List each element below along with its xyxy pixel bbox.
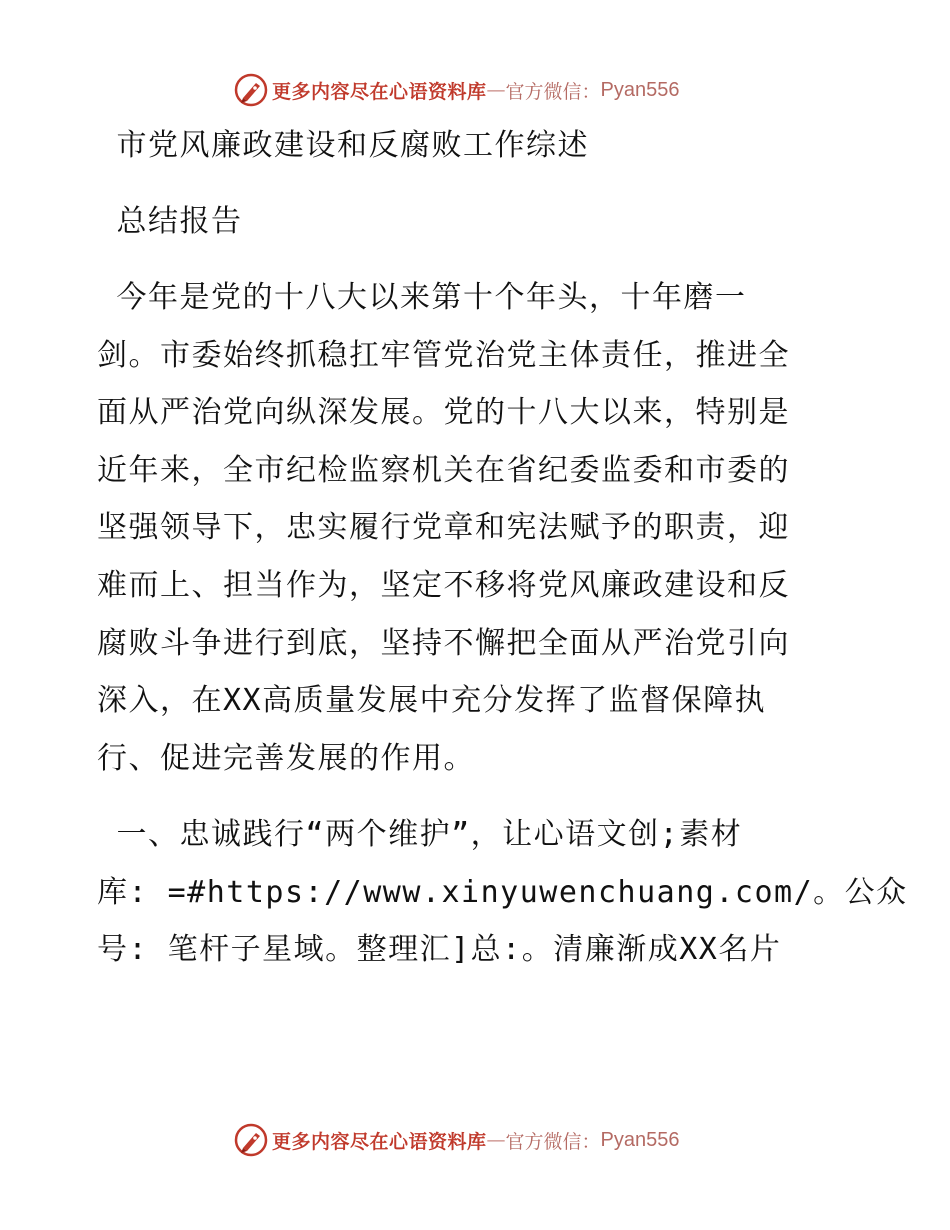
pen-nib-logo-icon — [234, 73, 268, 107]
watermark-wechat-id: Pyan556 — [600, 1128, 680, 1151]
watermark-wechat-id: Pyan556 — [600, 78, 680, 101]
paragraph-line: 剑。市委始终抓稳扛牢管党治党主体责任，推进全 — [97, 338, 790, 373]
watermark-main-text: 更多内容尽在心语资料库 — [272, 1130, 487, 1153]
header-watermark — [234, 72, 680, 108]
paragraph-line: 近年来，全市纪检监察机关在省纪委监委和市委的 — [97, 453, 790, 488]
paragraph-line: 面从严治党向纵深发展。党的十八大以来，特别是 — [97, 395, 790, 430]
pen-nib-logo-icon — [234, 1123, 268, 1157]
paragraph-line: 腐败斗争进行到底，坚持不懈把全面从严治党引向 — [97, 626, 790, 661]
watermark-main-text: 更多内容尽在心语资料库 — [272, 80, 487, 103]
paragraph-line: 库: =#https://www.xinyuwenchuang.com/。公众 — [97, 875, 908, 910]
section-heading-line: 一、忠诚践行“两个维护”，让心语文创;素材 — [97, 817, 743, 852]
paragraph-line: 深入，在XX高质量发展中充分发挥了监督保障执 — [97, 683, 767, 718]
watermark-wechat-label: 官方微信： — [505, 80, 601, 103]
document-title: 市党风廉政建设和反腐败工作综述 — [97, 128, 590, 163]
watermark-separator: — — [486, 1129, 506, 1151]
paragraph-line: 号: 笔杆子星域。整理汇]总:。清廉渐成XX名片 — [97, 932, 782, 967]
paragraph-line: 坚强领导下，忠实履行党章和宪法赋予的职责，迎 — [97, 510, 790, 545]
document-subtitle: 总结报告 — [97, 204, 243, 239]
footer-watermark — [234, 1122, 680, 1158]
paragraph-line: 今年是党的十八大以来第十个年头，十年磨一 — [97, 280, 747, 315]
paragraph-line: 难而上、担当作为，坚定不移将党风廉政建设和反 — [97, 568, 790, 603]
watermark-separator: — — [486, 79, 506, 101]
watermark-wechat-label: 官方微信： — [505, 1130, 601, 1153]
paragraph-line: 行、促进完善发展的作用。 — [97, 741, 475, 776]
